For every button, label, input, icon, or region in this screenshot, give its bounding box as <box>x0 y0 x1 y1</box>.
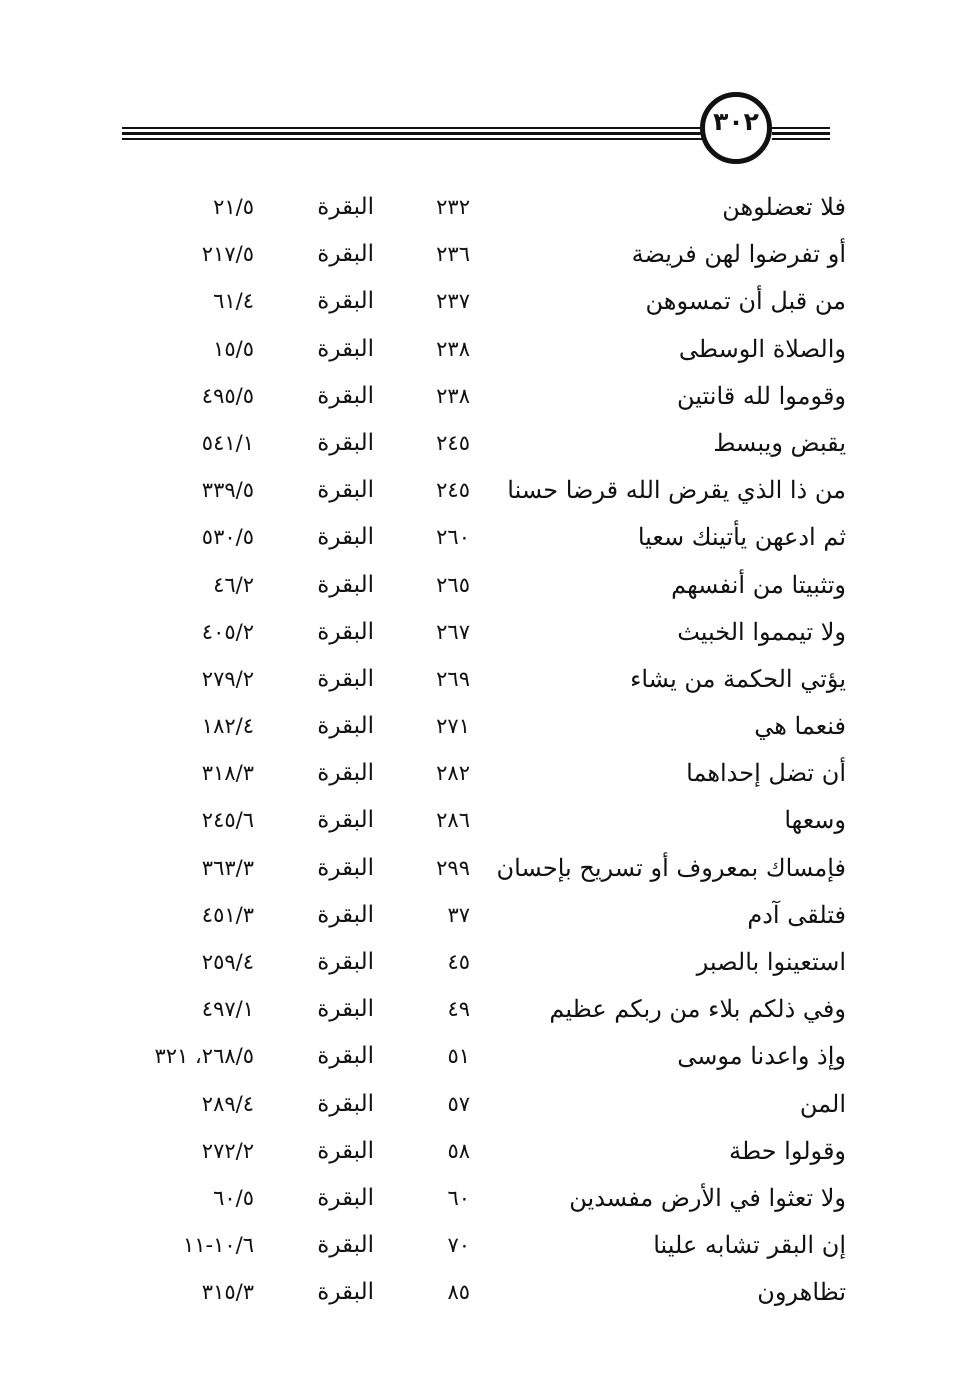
header-rule-left <box>122 127 714 129</box>
page-reference: ١٨٢/٤ <box>201 714 254 739</box>
index-row <box>0 1269 954 1316</box>
page-reference: ٢١٧/٥ <box>201 242 254 267</box>
phrase-text: فنعما هي <box>754 712 846 741</box>
header-rule-left <box>122 138 714 140</box>
surah-name: البقرة <box>317 1232 374 1259</box>
index-table <box>0 184 954 1317</box>
phrase-text: أن تضل إحداهما <box>686 759 846 788</box>
page-reference: ٥٤١/١ <box>201 430 254 455</box>
phrase-text: وقوموا لله قانتين <box>677 381 846 410</box>
surah-name: البقرة <box>317 382 374 409</box>
header-rule-right <box>772 127 830 129</box>
surah-name: البقرة <box>317 241 374 268</box>
ayah-number: ٤٩ <box>447 997 470 1022</box>
surah-name: البقرة <box>317 760 374 787</box>
page-reference: ٣١٥/٣ <box>201 1280 254 1305</box>
ayah-number: ٢٣٧ <box>436 289 470 314</box>
ayah-number: ٢٣٨ <box>436 336 470 361</box>
ayah-number: ٢٧١ <box>436 714 470 739</box>
phrase-text: إن البقر تشابه علينا <box>653 1231 846 1260</box>
ayah-number: ٢٦٧ <box>436 619 470 644</box>
index-row <box>0 939 954 986</box>
phrase-text: ولا تعثوا في الأرض مفسدين <box>569 1183 846 1212</box>
surah-name: البقرة <box>317 1043 374 1070</box>
index-row <box>0 326 954 373</box>
phrase-text: ولا تيمموا الخبيث <box>677 617 846 646</box>
phrase-text: وسعها <box>784 806 846 835</box>
ayah-number: ٢٨٦ <box>436 808 470 833</box>
surah-name: البقرة <box>317 477 374 504</box>
index-row <box>0 467 954 514</box>
phrase-text: يقبض ويبسط <box>713 428 846 457</box>
page-header <box>0 0 954 190</box>
surah-name: البقرة <box>317 713 374 740</box>
surah-name: البقرة <box>317 618 374 645</box>
phrase-text: وقولوا حطة <box>729 1136 846 1165</box>
phrase-text: ثم ادعهن يأتينك سعيا <box>637 523 846 552</box>
ayah-number: ٢٣٨ <box>436 383 470 408</box>
page-reference: ٢٥٩/٤ <box>201 950 254 974</box>
page-reference: ٤٩٥/٥ <box>201 383 254 408</box>
page-reference: ٤٦/٢ <box>213 572 254 597</box>
page-reference: ١٠/٦-١١ <box>182 1233 254 1258</box>
ayah-number: ٢٣٢ <box>436 195 470 219</box>
surah-name: البقرة <box>317 996 374 1023</box>
phrase-text: وفي ذلكم بلاء من ربكم عظيم <box>549 995 846 1024</box>
ayah-number: ٤٥ <box>447 950 470 974</box>
surah-name: البقرة <box>317 901 374 928</box>
ayah-number: ٢٨٢ <box>436 761 470 786</box>
ayah-number: ٢٦٩ <box>436 666 470 691</box>
index-row <box>0 514 954 561</box>
phrase-text: من ذا الذي يقرض الله قرضا حسنا <box>507 476 846 505</box>
phrase-text: المن <box>799 1089 846 1118</box>
index-row <box>0 656 954 703</box>
surah-name: البقرة <box>317 949 374 975</box>
page-reference: ٢٤٥/٦ <box>201 808 254 833</box>
phrase-text: وتثبيتا من أنفسهم <box>671 570 846 599</box>
ayah-number: ٢٩٩ <box>436 855 470 880</box>
surah-name: البقرة <box>317 194 374 220</box>
surah-name: البقرة <box>317 288 374 315</box>
header-rule-left <box>122 132 714 135</box>
surah-name: البقرة <box>317 524 374 551</box>
page-reference: ٥٣٠/٥ <box>201 525 254 550</box>
index-row <box>0 892 954 939</box>
surah-name: البقرة <box>317 335 374 362</box>
page-number-circle <box>700 92 772 164</box>
header-rule-right <box>772 138 830 140</box>
ayah-number: ٣٧ <box>447 902 470 927</box>
phrase-text: والصلاة الوسطى <box>678 334 846 363</box>
ayah-number: ٥٧ <box>447 1091 470 1116</box>
page-reference: ٢٧٩/٢ <box>201 666 254 691</box>
phrase-text: تظاهرون <box>757 1278 846 1307</box>
phrase-text: من قبل أن تمسوهن <box>645 287 846 316</box>
ayah-number: ٢٦٥ <box>436 572 470 597</box>
ayah-number: ٥٨ <box>447 1138 470 1163</box>
ayah-number: ٦٠ <box>447 1185 470 1210</box>
ayah-number: ٥١ <box>447 1044 470 1069</box>
index-row <box>0 797 954 844</box>
phrase-text: أو تفرضوا لهن فريضة <box>631 240 846 269</box>
index-row <box>0 562 954 609</box>
ayah-number: ٨٥ <box>447 1280 470 1305</box>
page-reference: ٦٠/٥ <box>213 1185 254 1210</box>
surah-name: البقرة <box>317 854 374 881</box>
index-row <box>0 184 954 231</box>
ayah-number: ٢٤٥ <box>436 430 470 455</box>
phrase-text: استعينوا بالصبر <box>696 948 846 976</box>
index-row <box>0 1222 954 1269</box>
page-reference: ٣٦٣/٣ <box>201 855 254 880</box>
page-reference: ٦١/٤ <box>213 289 254 314</box>
index-row <box>0 373 954 420</box>
surah-name: البقرة <box>317 1137 374 1164</box>
index-row <box>0 1175 954 1222</box>
phrase-text: فلا تعضلوهن <box>722 193 846 221</box>
ayah-number: ٢٦٠ <box>436 525 470 550</box>
header-rule-right <box>772 132 830 135</box>
surah-name: البقرة <box>317 1090 374 1117</box>
index-row <box>0 986 954 1033</box>
surah-name: البقرة <box>317 1279 374 1306</box>
phrase-text: وإذ واعدنا موسى <box>677 1042 846 1071</box>
page-reference: ٢٦٨/٥، ٣٢١ <box>154 1044 254 1069</box>
index-row <box>0 1033 954 1080</box>
page-reference: ١٥/٥ <box>213 336 254 361</box>
surah-name: البقرة <box>317 807 374 834</box>
page-reference: ٢٨٩/٤ <box>201 1091 254 1116</box>
index-row <box>0 1128 954 1175</box>
phrase-text: فتلقى آدم <box>747 900 846 929</box>
ayah-number: ٢٤٥ <box>436 478 470 503</box>
ayah-number: ٧٠ <box>447 1233 470 1258</box>
index-row <box>0 420 954 467</box>
surah-name: البقرة <box>317 429 374 456</box>
page-number: ٣٠٢ <box>713 106 759 136</box>
page-reference: ٤٠٥/٢ <box>201 619 254 644</box>
index-row <box>0 750 954 797</box>
index-row <box>0 845 954 892</box>
index-row <box>0 278 954 325</box>
phrase-text: يؤتي الحكمة من يشاء <box>630 664 846 693</box>
page-reference: ٢٧٢/٢ <box>201 1138 254 1163</box>
ayah-number: ٢٣٦ <box>436 242 470 267</box>
phrase-text: فإمساك بمعروف أو تسريح بإحسان <box>496 853 846 882</box>
index-row <box>0 231 954 278</box>
index-row <box>0 703 954 750</box>
page-reference: ٤٥١/٣ <box>201 902 254 927</box>
surah-name: البقرة <box>317 571 374 598</box>
page-reference: ٤٩٧/١ <box>201 997 254 1022</box>
index-row <box>0 609 954 656</box>
page-reference: ٢١/٥ <box>213 195 254 219</box>
surah-name: البقرة <box>317 1184 374 1211</box>
page-reference: ٣٣٩/٥ <box>201 478 254 503</box>
page-reference: ٣١٨/٣ <box>201 761 254 786</box>
surah-name: البقرة <box>317 665 374 692</box>
index-row <box>0 1081 954 1128</box>
